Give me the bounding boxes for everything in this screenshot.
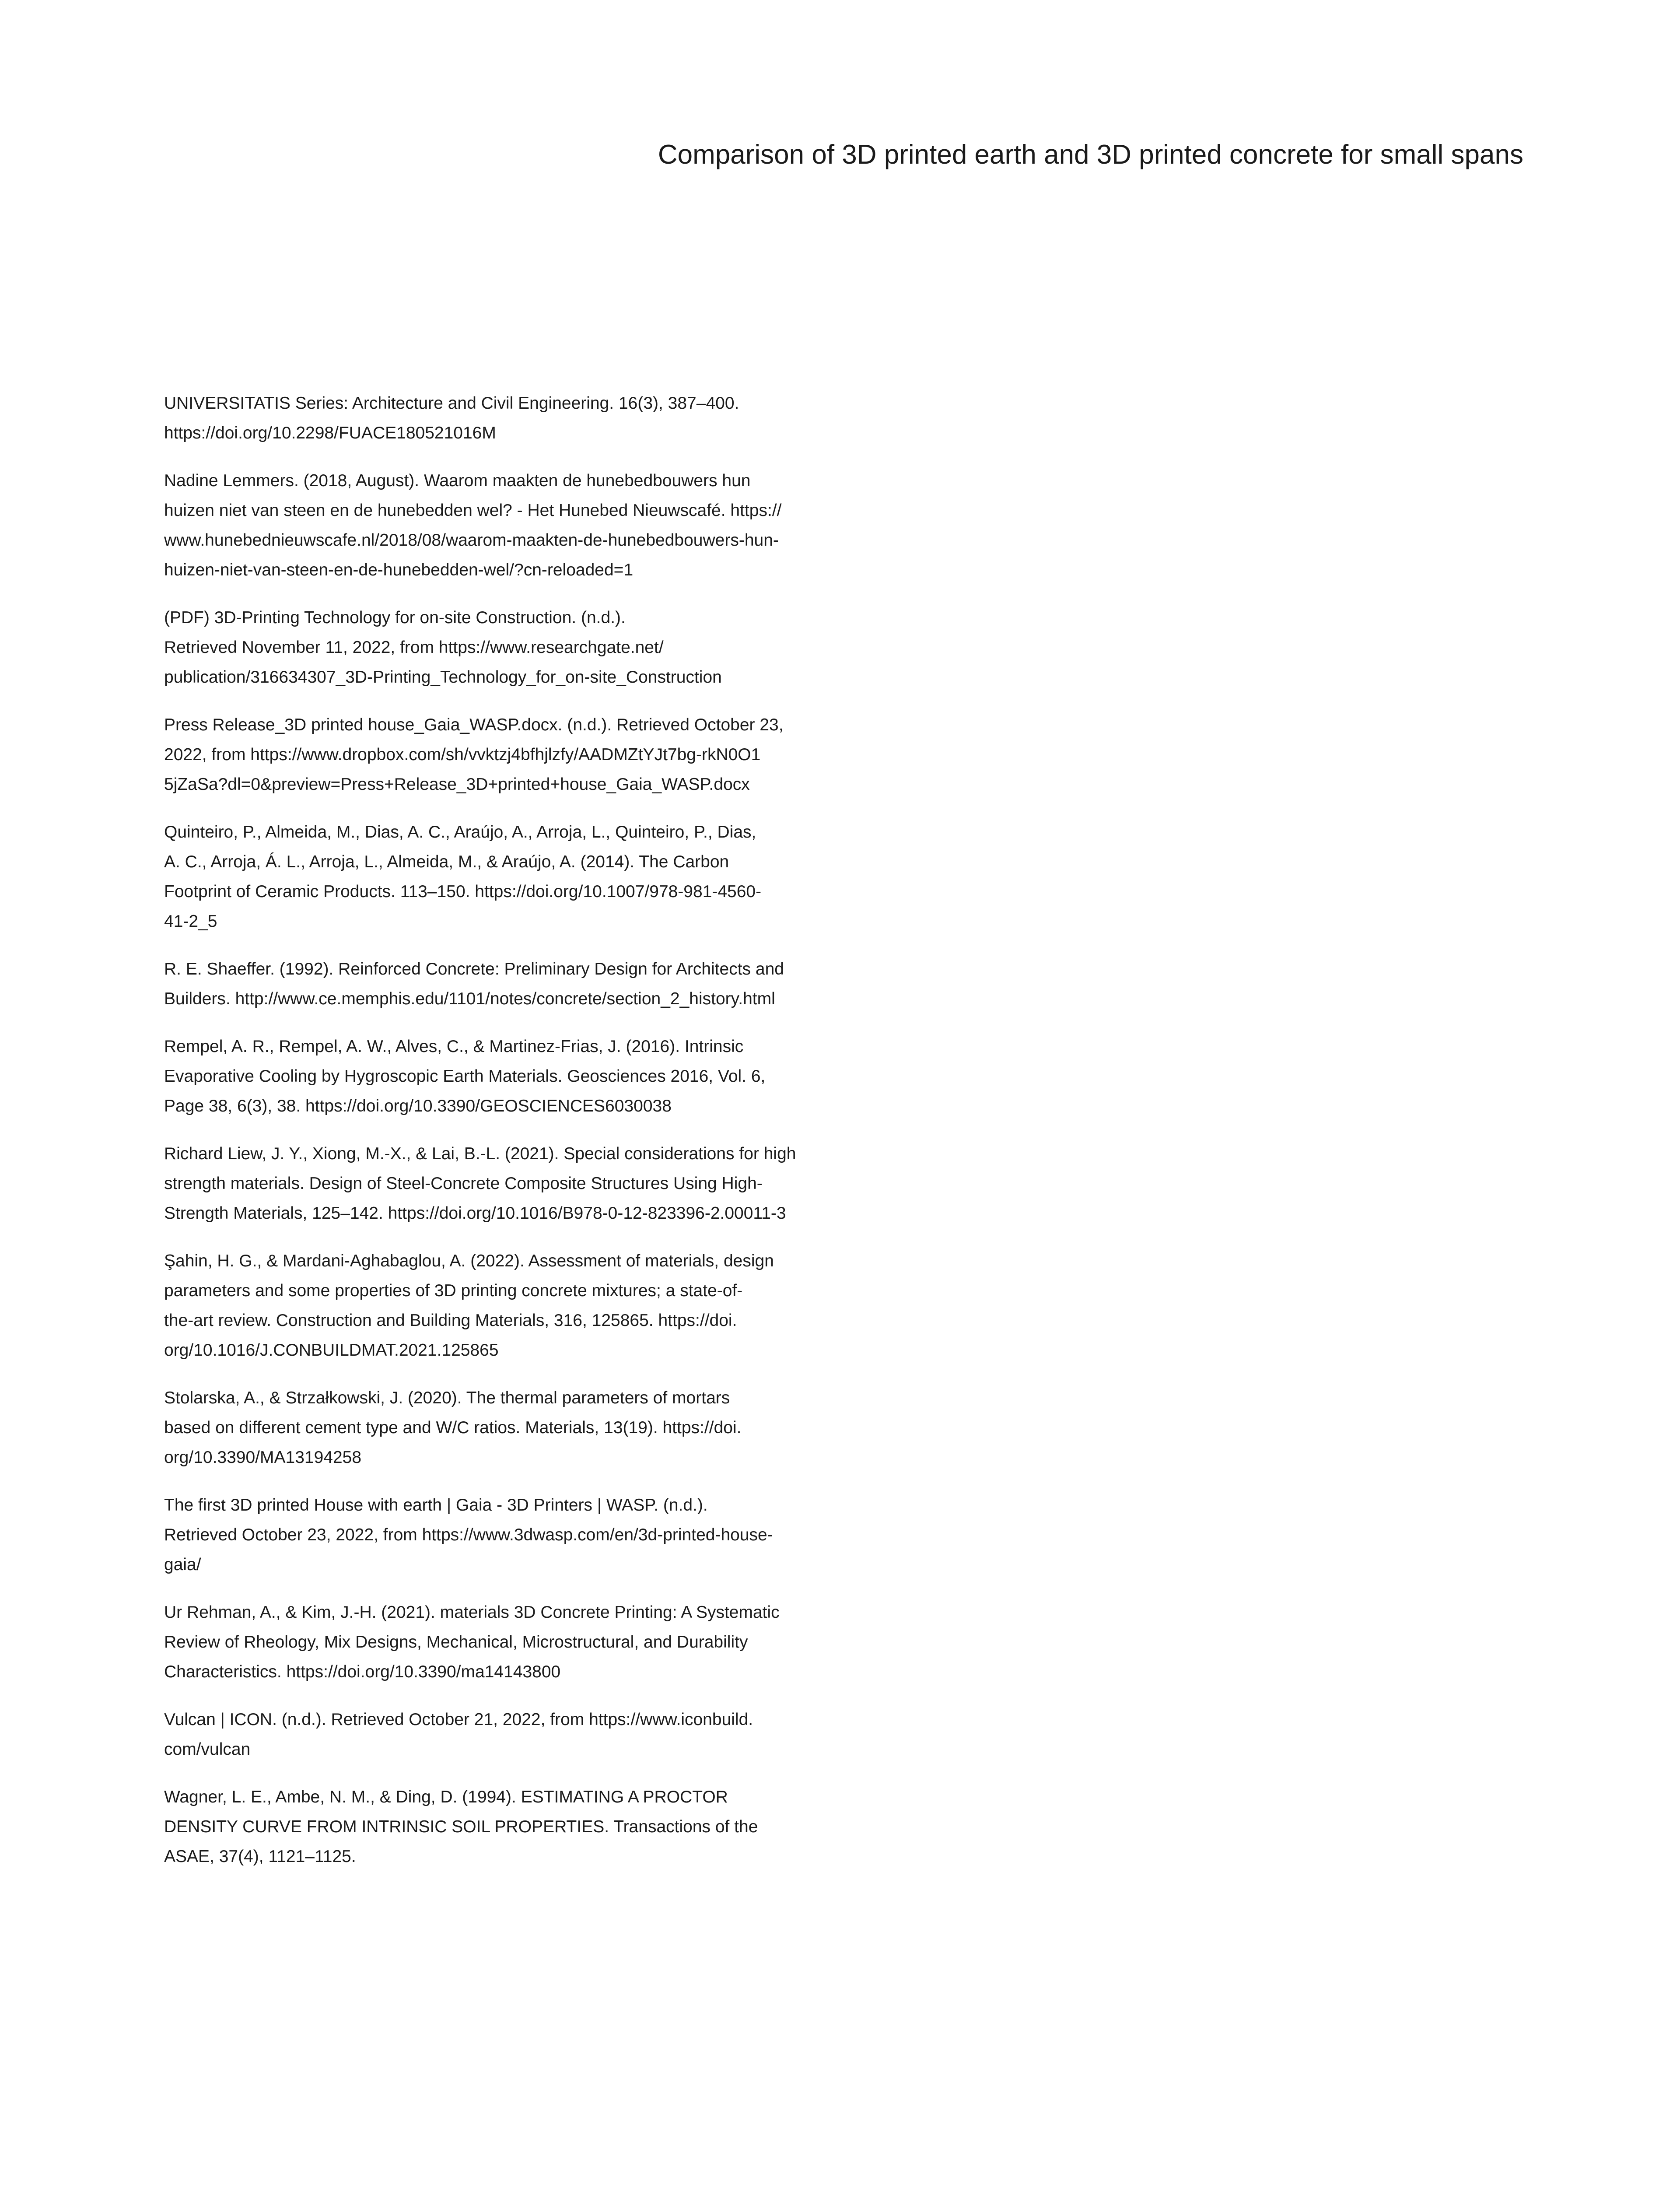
reference-entry: The first 3D printed House with earth | Gaia - 3D Printers | WASP. (n.d.). Retrieved October 23, 2022, from https://www.3dwasp.com/en/3d-printed-house- gaia/: [164, 1496, 773, 1574]
reference-entry: Şahin, H. G., & Mardani-Aghabaglou, A. (2022). Assessment of materials, design parameters and some properties of 3D printing concrete mixtures; a state-of- the-art review. Construction and Building Materials, 316, 125865. https://doi. org/10.1016/J.CONBUILDMAT.2021.125865: [164, 1252, 774, 1360]
reference-entry: Richard Liew, J. Y., Xiong, M.-X., & Lai, B.-L. (2021). Special considerations for high strength materials. Design of Steel-Concrete Composite Structures Using High- Strength Materials, 125–142. https://doi.org/10.1016/B978-0-12-823396-2.00011-3: [164, 1144, 796, 1223]
reference-entry: R. E. Shaeffer. (1992). Reinforced Concrete: Preliminary Design for Architects and Builders. http://www.ce.memphis.edu/1101/notes/concrete/section_2_history.html: [164, 960, 784, 1008]
reference-entry: Wagner, L. E., Ambe, N. M., & Ding, D. (1994). ESTIMATING A PROCTOR DENSITY CURVE FROM INTRINSIC SOIL PROPERTIES. Transactions of the ASAE, 37(4), 1121–1125.: [164, 1788, 758, 1866]
reference-entry: Press Release_3D printed house_Gaia_WASP.docx. (n.d.). Retrieved October 23, 2022, from https://www.dropbox.com/sh/vvktzj4bfhjlzfy/AADMZtYJt7bg-rkN0O1 5jZaSa?dl=0&preview=Press+Release_3D+printed+house_Gaia_WASP.docx: [164, 715, 784, 794]
reference-entry: Ur Rehman, A., & Kim, J.-H. (2021). materials 3D Concrete Printing: A Systematic Review of Rheology, Mix Designs, Mechanical, Microstructural, and Durability Characteristics. https://doi.org/10.3390/ma14143800: [164, 1603, 780, 1681]
reference-entry: Rempel, A. R., Rempel, A. W., Alves, C., & Martinez-Frias, J. (2016). Intrinsic Evaporative Cooling by Hygroscopic Earth Materials. Geosciences 2016, Vol. 6, Page 38, 6(3), 38. https://doi.org/10.3390/GEOSCIENCES6030038: [164, 1037, 766, 1115]
reference-entry: (PDF) 3D-Printing Technology for on-site Construction. (n.d.). Retrieved November 11, 2022, from https://www.researchgate.net/ publication/316634307_3D-Printing_Technology_for_on-site_Construction: [164, 608, 722, 687]
reference-entry: UNIVERSITATIS Series: Architecture and Civil Engineering. 16(3), 387–400. https://doi.org/10.2298/FUACE180521016M: [164, 394, 739, 442]
reference-entry: Vulcan | ICON. (n.d.). Retrieved October 21, 2022, from https://www.iconbuild. com/vulcan: [164, 1710, 753, 1759]
running-header-title: Comparison of 3D printed earth and 3D printed concrete for small spans: [658, 140, 1523, 170]
reference-entry: Stolarska, A., & Strzałkowski, J. (2020). The thermal parameters of mortars based on different cement type and W/C ratios. Materials, 13(19). https://doi. org/10.3390/MA13194258: [164, 1389, 742, 1467]
reference-entry: Quinteiro, P., Almeida, M., Dias, A. C., Araújo, A., Arroja, L., Quinteiro, P., Dias, A. C., Arroja, Á. L., Arroja, L., Almeida, M., & Araújo, A. (2014). The Carbon Footprint of Ceramic Products. 113–150. https://doi.org/10.1007/978-981-4560- 41-2_5: [164, 823, 762, 931]
reference-entry: Nadine Lemmers. (2018, August). Waarom maakten de hunebedbouwers hun huizen niet van steen en de hunebedden wel? - Het Hunebed Nieuwscafé. https:// www.hunebednieuwscafe.nl/2018/08/waarom-maakten-de-hunebedbouwers-hun- huizen-niet-van-steen-en-de-hunebedden-wel/?cn-reloaded=1: [164, 471, 782, 579]
reference-list: [164, 389, 812, 1890]
